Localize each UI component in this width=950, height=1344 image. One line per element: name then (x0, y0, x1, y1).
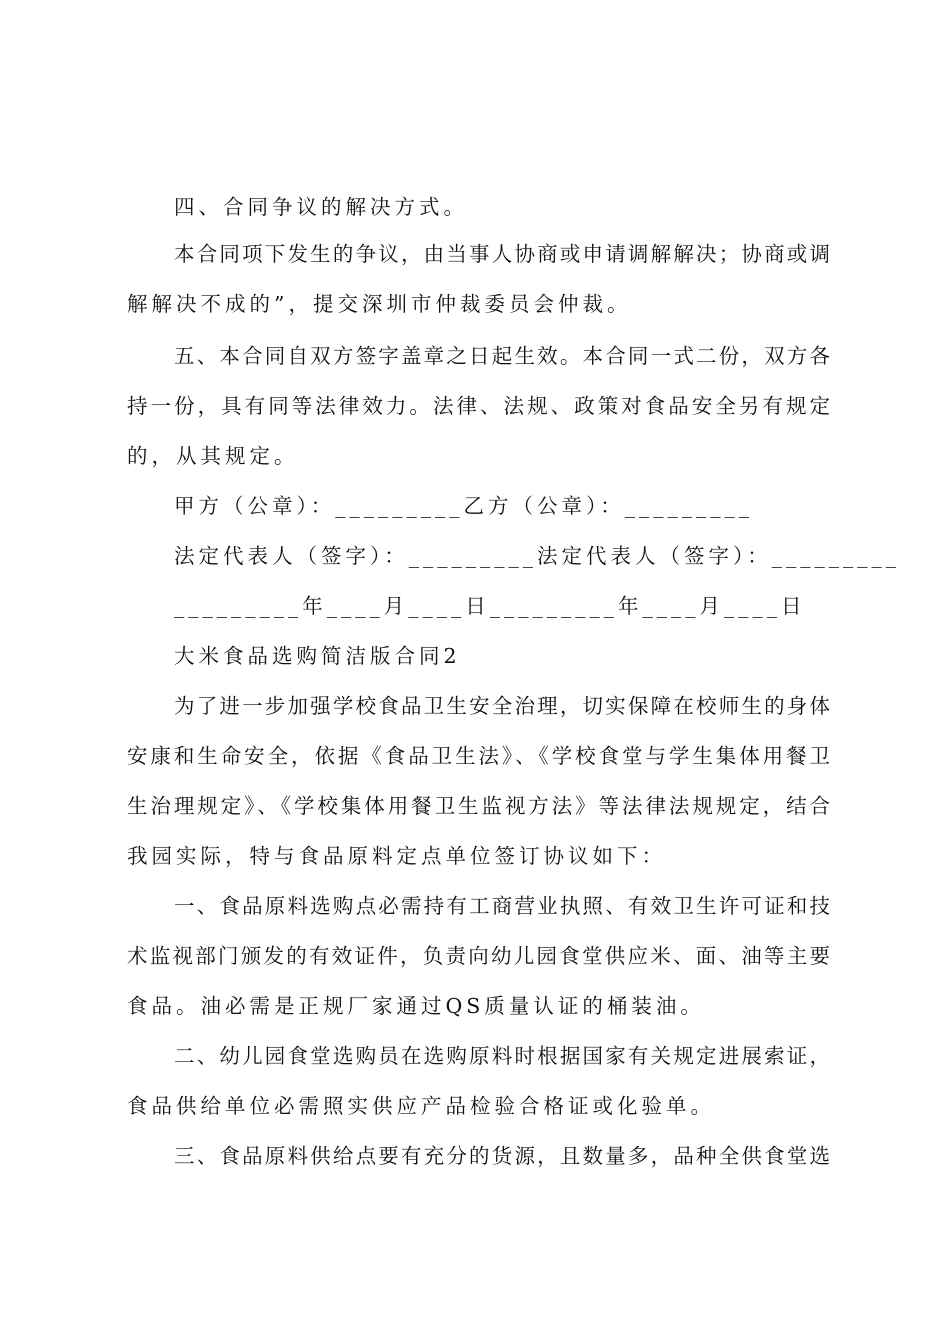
section-4-heading: 四、合同争议的解决方式。 (174, 195, 468, 219)
party-seal-line: 甲方（公章）：_________乙方（公章）：_________ (174, 494, 753, 518)
paragraph-line: 本合同项下发生的争议，由当事人协商或申请调解解决；协商或调 (174, 242, 830, 266)
paragraph-line: 的，从其规定。 (127, 444, 299, 468)
paragraph-line: 术监视部门颁发的有效证件，负责向幼儿园食堂供应米、面、油等主要 (127, 944, 830, 968)
paragraph-line: 持一份，具有同等法律效力。法律、法规、政策对食品安全另有规定 (127, 394, 830, 418)
clause-3-line: 三、食品原料供给点要有充分的货源，且数量多，品种全供食堂选 (174, 1144, 830, 1168)
paragraph-line: 解解决不成的”，提交深圳市仲裁委员会仲裁。 (127, 292, 632, 316)
paragraph-line: 生治理规定》、《学校集体用餐卫生监视方法》等法律法规规定，结合 (127, 794, 830, 818)
clause-2-line: 二、幼儿园食堂选购员在选购原料时根据国家有关规定进展索证， (174, 1044, 830, 1068)
clause-1-line: 一、食品原料选购点必需持有工商营业执照、有效卫生许可证和技 (174, 894, 830, 918)
paragraph-line: 安康和生命安全，依据《食品卫生法》、《学校食堂与学生集体用餐卫 (127, 744, 830, 768)
paragraph-line: 为了进一步加强学校食品卫生安全治理，切实保障在校师生的身体 (174, 694, 830, 718)
date-line: _________年____月____日_________年____月____日 (174, 594, 806, 618)
paragraph-line: 食品。油必需是正规厂家通过QS质量认证的桶装油。 (127, 994, 705, 1018)
paragraph-line: 我园实际，特与食品原料定点单位签订协议如下： (127, 844, 666, 868)
legal-representative-line: 法定代表人（签字）：_________法定代表人（签字）：_________ (174, 544, 900, 568)
paragraph-line: 食品供给单位必需照实供应产品检验合格证或化验单。 (127, 1094, 715, 1118)
section-5-line: 五、本合同自双方签字盖章之日起生效。本合同一式二份，双方各 (174, 344, 830, 368)
contract-title-2: 大米食品选购简洁版合同2 (174, 644, 461, 668)
